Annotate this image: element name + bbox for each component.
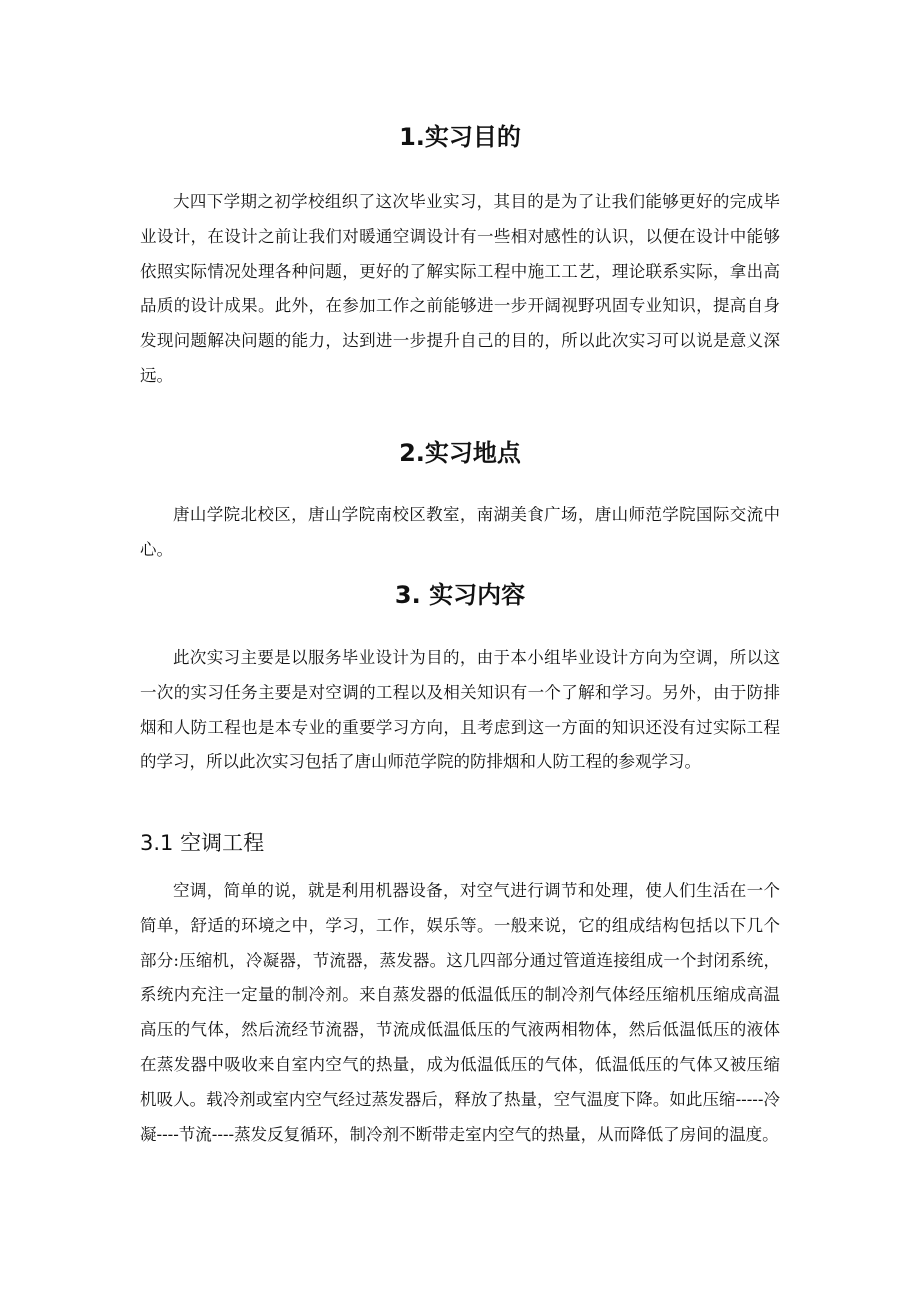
section-1-paragraph: 大四下学期之初学校组织了这次毕业实习，其目的是为了让我们能够更好的完成毕业设计，在设计之前让我们对暖通空调设计有一些相对感性的认识，以便在设计中能够依照实际情况处理各种问题，更好的了解实际工程中施工工艺，理论联系实际，拿出高品质的设计成果。此外，在参加工作之前能够进一步开阔视野巩固专业知识，提高自身发现问题解决问题的能力，达到进一步提升自己的目的，所以此次实习可以说是意义深远。 (140, 192, 780, 385)
section-2-paragraph: 唐山学院北校区，唐山学院南校区教室，南湖美食广场，唐山师范学院国际交流中心。 (140, 505, 780, 559)
section-3-paragraph: 此次实习主要是以服务毕业设计为目的，由于本小组毕业设计方向为空调，所以这一次的实习任务主要是对空调的工程以及相关知识有一个了解和学习。另外，由于防排烟和人防工程也是本专业的重要学习方向，且考虑到这一方面的知识还没有过实际工程的学习，所以此次实习包括了唐山师范学院的防排烟和人防工程的参观学习。 (140, 648, 780, 772)
section-3-heading: 3. 实习内容 (394, 581, 526, 609)
section-1-heading: 1.实习目的 (399, 123, 521, 151)
section-3-1-paragraph: 空调，简单的说，就是利用机器设备，对空气进行调节和处理，使人们生活在一个简单，舒适的环境之中，学习，工作，娱乐等。一般来说，它的组成结构包括以下几个部分:压缩机，冷凝器，节流器，蒸发器。这几四部分通过管道连接组成一个封闭系统，系统内充注一定量的制冷剂。来自蒸发器的低温低压的制冷剂气体经压缩机压缩成高温高压的气体，然后流经节流器，节流成低温低压的气液两相物体，然后低温低压的液体在蒸发器中吸收来自室内空气的热量，成为低温低压的气体，低温低压的气体又被压缩机吸人。载冷剂或室内空气经过蒸发器后，释放了热量，空气温度下降。如此压缩-----冷凝----节流----蒸发反复循环，制冷剂不断带走室内空气的热量，从而降低了房间的温度。 (140, 881, 780, 1144)
section-3-1-heading: 3.1 空调工程 (140, 831, 265, 855)
section-2-heading: 2.实习地点 (399, 439, 521, 467)
